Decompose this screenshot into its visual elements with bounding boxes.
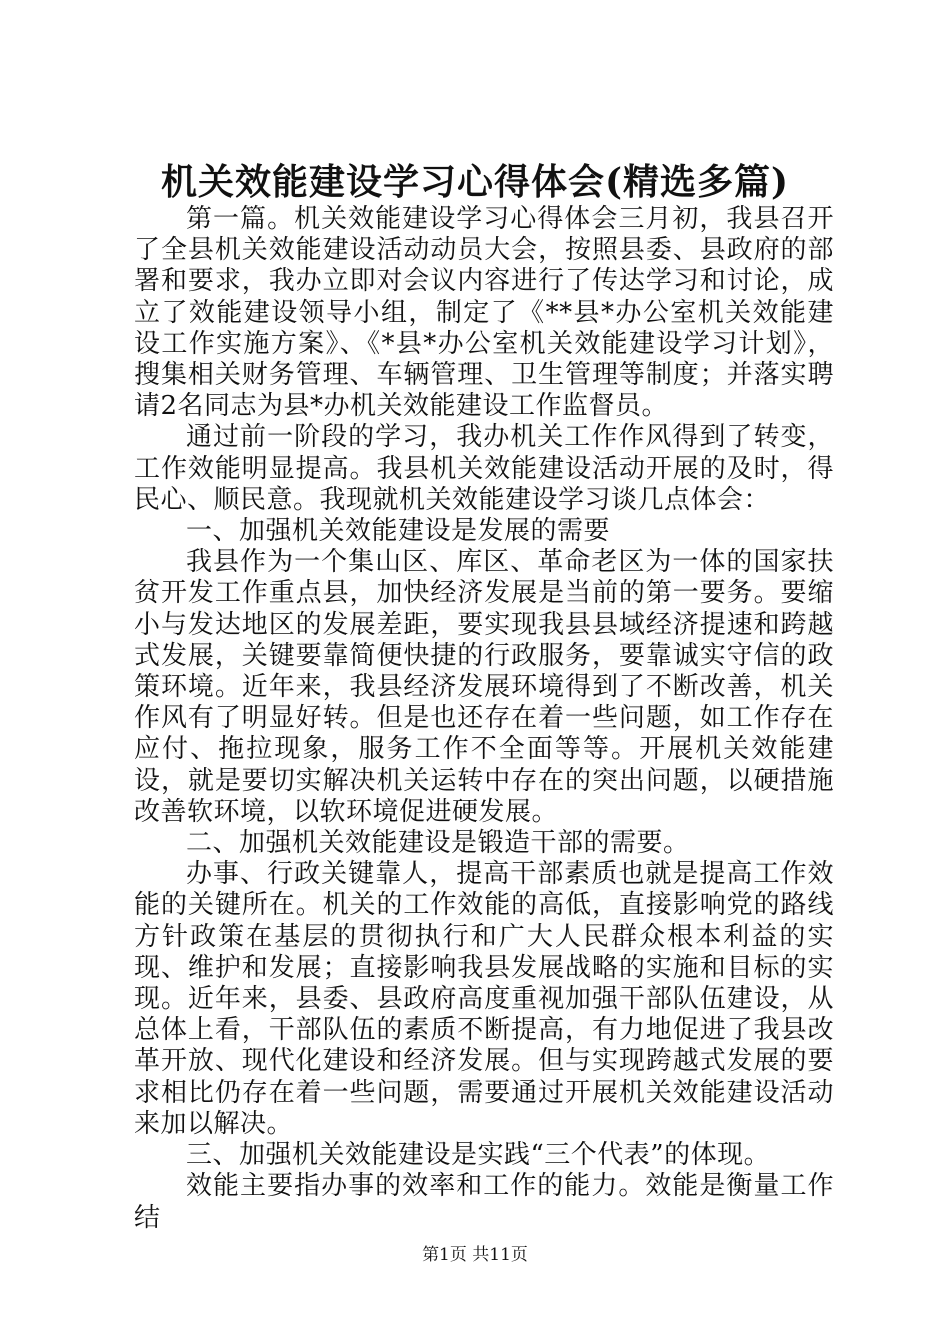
section-heading: 三、加强机关效能建设是实践“三个代表”的体现。 bbox=[186, 1140, 771, 1171]
paragraph: 第一篇。机关效能建设学习心得体会三月初，我县召开了全县机关效能建设活动动员大会，按照县委、县政府的部署和要求，我办立即对会议内容进行了传达学习和讨论，成立了效能建设领导小组，制定了《**县*办公室机关效能建设工作实施方案》、《*县*办公室机关效能建设学习计划》，搜集相关财务管理、车辆管理、卫生管理等制度；并落实聘请2名同志为县*办机关效能建设工作监督员。 bbox=[134, 204, 834, 422]
paragraph: 办事、行政关键靠人，提高干部素质也就是提高工作效能的关键所在。机关的工作效能的高低，直接影响党的路线方针政策在基层的贯彻执行和广大人民群众根本利益的实现、维护和发展；直接影响我县发展战略的实施和目标的实现。近年来，县委、县政府高度重视加强干部队伍建设，从总体上看，干部队伍的素质不断提高，有力地促进了我县改革开放、现代化建设和经济发展。但与实现跨越式发展的要求相比仍存在着一些问题，需要通过开展机关效能建设活动来加以解决。 bbox=[134, 859, 834, 1139]
document-body bbox=[134, 204, 834, 1234]
paragraph: 效能主要指办事的效率和工作的能力。效能是衡量工作结 bbox=[134, 1171, 834, 1233]
document-title: 机关效能建设学习心得体会(精选多篇) bbox=[160, 161, 790, 203]
paragraph: 通过前一阶段的学习，我办机关工作作风得到了转变，工作效能明显提高。我县机关效能建设活动开展的及时，得民心、顺民意。我现就机关效能建设学习谈几点体会： bbox=[134, 422, 834, 515]
section-heading: 一、加强机关效能建设是发展的需要 bbox=[186, 516, 611, 547]
page-number-footer: 第1页 共11页 bbox=[422, 1245, 528, 1265]
paragraph: 我县作为一个集山区、库区、革命老区为一体的国家扶贫开发工作重点县，加快经济发展是当前的第一要务。要缩小与发达地区的发展差距，要实现我县县域经济提速和跨越式发展，关键要靠简便快捷的行政服务，要靠诚实守信的政策环境。近年来，我县经济发展环境得到了不断改善，机关作风有了明显好转。但是也还存在着一些问题，如工作存在应付、拖拉现象，服务工作不全面等等。开展机关效能建设，就是要切实解决机关运转中存在的突出问题，以硬措施改善软环境，以软环境促进硬发展。 bbox=[134, 547, 834, 827]
section-heading: 二、加强机关效能建设是锻造干部的需要。 bbox=[186, 828, 690, 859]
